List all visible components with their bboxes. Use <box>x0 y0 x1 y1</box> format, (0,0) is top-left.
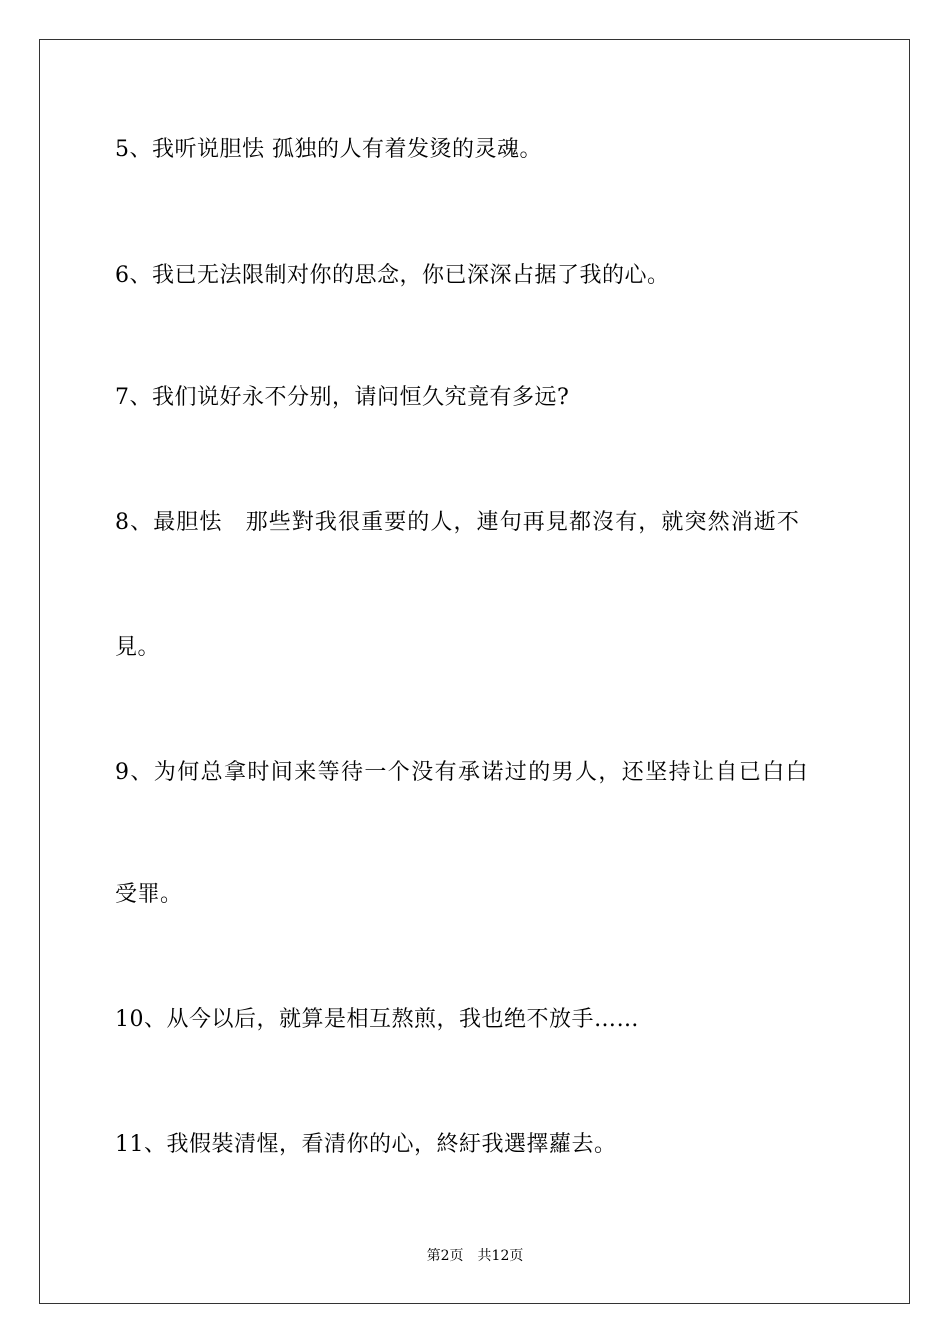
text-line-7: 7、我们说好永不分别，请问恒久究竟有多远? <box>115 385 570 410</box>
page-total: 共12页 <box>477 1248 524 1264</box>
text-line-5: 5、我听说胆怯 孤独的人有着发烫的灵魂。 <box>115 137 542 162</box>
text-line-9-continued: 受罪。 <box>115 882 183 907</box>
text-line-6: 6、我已无法限制对你的思念，你已深深占据了我的心。 <box>115 263 670 288</box>
text-line-8-continued: 見。 <box>115 635 161 660</box>
page-frame <box>39 39 910 1304</box>
page-number: 第2页 <box>426 1248 464 1264</box>
text-line-11: 11、我假裝清惺，看清你的心，終紆我選擇蘿去。 <box>115 1132 617 1157</box>
page-footer <box>0 1247 950 1265</box>
text-line-10: 10、从今以后，就算是相互熬煎，我也绝不放手…… <box>115 1007 639 1032</box>
text-line-9: 9、为何总拿时间来等待一个没有承诺过的男人，还坚持让自已白白 <box>115 760 809 785</box>
text-line-8: 8、最胆怯 那些對我很重要的人，連句再見都沒有，就突然消逝不 <box>115 510 800 535</box>
